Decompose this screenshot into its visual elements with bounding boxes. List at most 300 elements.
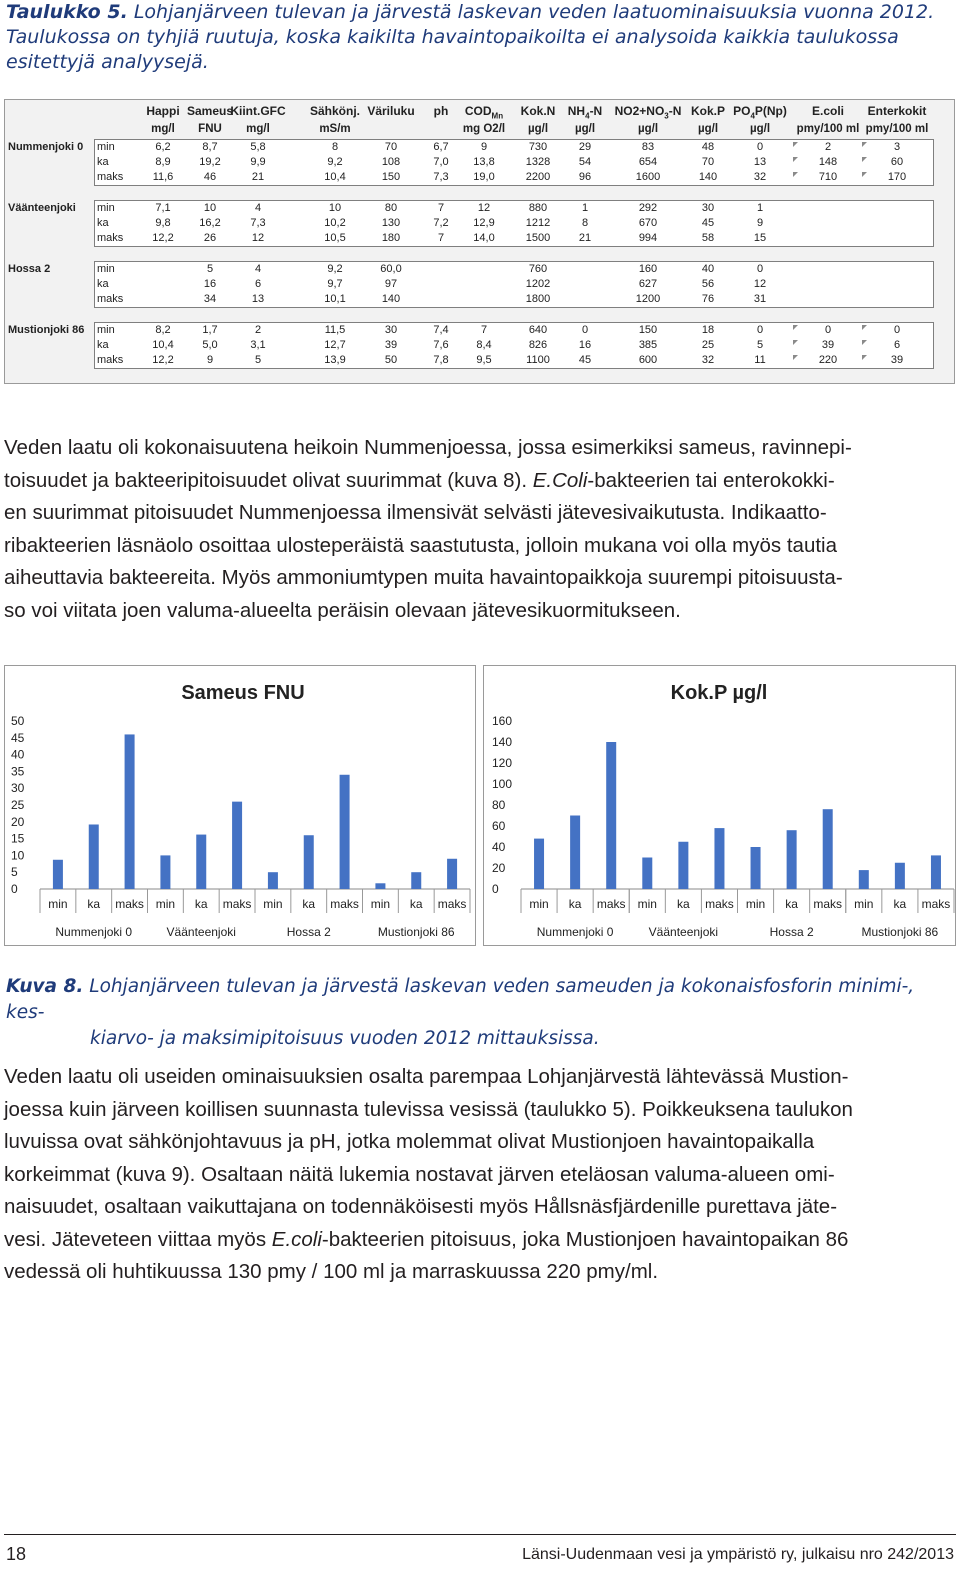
table-cell: 1,7 bbox=[202, 324, 218, 336]
table-cell: 640 bbox=[528, 324, 548, 336]
table-cell: 10,4 bbox=[324, 171, 346, 183]
table-cell: 4 bbox=[254, 202, 262, 214]
table-cell: 96 bbox=[578, 171, 592, 183]
bar bbox=[570, 816, 580, 890]
table-cell: 654 bbox=[638, 156, 658, 168]
table-cell: 5 bbox=[254, 354, 262, 366]
table-cell: 9 bbox=[480, 141, 488, 153]
table-cell: 16 bbox=[203, 278, 217, 290]
cell-flag-marker bbox=[862, 157, 867, 162]
page-number: 18 bbox=[6, 1544, 27, 1564]
category-label: ka bbox=[785, 897, 798, 911]
cell-flag-marker bbox=[793, 157, 798, 162]
row-label: min bbox=[97, 202, 115, 214]
table-cell: 11 bbox=[754, 354, 766, 366]
table-cell: 7,6 bbox=[433, 339, 449, 351]
table-cell: 8,7 bbox=[202, 141, 218, 153]
cell-flag-marker bbox=[793, 340, 798, 345]
table-cell: 15 bbox=[753, 232, 767, 244]
y-tick-label: 60 bbox=[492, 819, 506, 833]
row-label: ka bbox=[97, 278, 109, 290]
category-label: min bbox=[529, 897, 549, 911]
bar bbox=[375, 883, 385, 889]
column-header: $PO_4P(Np)$ bbox=[733, 104, 787, 121]
table-cell: 7,4 bbox=[433, 324, 449, 336]
table-cell: 140 bbox=[698, 171, 718, 183]
category-label: min bbox=[637, 897, 657, 911]
table-cell: 9,7 bbox=[327, 278, 343, 290]
station-label: Väänteenjoki bbox=[8, 202, 76, 214]
table-cell: 32 bbox=[753, 171, 767, 183]
category-label: ka bbox=[893, 897, 907, 911]
table-cell: 32 bbox=[701, 354, 715, 366]
paragraph-1-line: ribakteerien läsnäolo osoittaa ulosteperäistä saastutusta, jolloin mukana voi olla myös tautia bbox=[4, 533, 838, 557]
y-tick-label: 50 bbox=[11, 714, 25, 728]
station-label: Nummenjoki 0 bbox=[8, 141, 84, 153]
figure-caption bbox=[6, 974, 946, 1052]
category-label: maks bbox=[437, 897, 467, 911]
row-label: maks bbox=[97, 171, 124, 183]
table-cell: 826 bbox=[528, 339, 548, 351]
table-caption-text: Lohjanjärveen tulevan ja järvestä laskevan veden laatuominaisuuksia vuonna 2012. Taulukossa on tyhjiä ruutuja, koska kaikilta havaintopaikoilta ei analysoida kaikkia taulukossa esitettyjä analyysejä. bbox=[6, 1, 935, 73]
row-label: min bbox=[97, 263, 115, 275]
figure-caption-line: kiarvo- ja maksimipitoisuus vuoden 2012 mittauksissa. bbox=[90, 1028, 600, 1049]
table-cell: 97 bbox=[384, 278, 398, 290]
table-cell: 16 bbox=[578, 339, 592, 351]
table-cell: 13 bbox=[251, 293, 265, 305]
category-label: maks bbox=[222, 897, 252, 911]
chart-title: Kok.P µg/l bbox=[670, 682, 768, 704]
table-cell: 60 bbox=[890, 156, 904, 168]
bar bbox=[859, 870, 869, 889]
bar bbox=[787, 830, 797, 889]
table-cell: 292 bbox=[638, 202, 658, 214]
table-cell: 2200 bbox=[525, 171, 551, 183]
column-header: $COD_{Mn}$ bbox=[464, 104, 504, 121]
category-label: ka bbox=[568, 897, 582, 911]
table-cell: 80 bbox=[384, 202, 398, 214]
table-cell: 0 bbox=[581, 324, 589, 336]
y-tick-label: 100 bbox=[492, 777, 513, 791]
table-cell: 5 bbox=[756, 339, 764, 351]
table-cell: 1202 bbox=[525, 278, 551, 290]
row-label: ka bbox=[97, 339, 109, 351]
table-cell: 1328 bbox=[525, 156, 551, 168]
table-cell: 6 bbox=[254, 278, 262, 290]
group-label: Mustionjoki 86 bbox=[377, 925, 455, 939]
cell-flag-marker bbox=[862, 325, 867, 330]
table-cell: 34 bbox=[203, 293, 217, 305]
bar bbox=[411, 872, 421, 889]
category-label: ka bbox=[194, 897, 208, 911]
table-cell: 9 bbox=[206, 354, 214, 366]
table-cell: 7,0 bbox=[433, 156, 449, 168]
table-cell: 12,9 bbox=[473, 217, 495, 229]
table-cell: 9 bbox=[756, 217, 764, 229]
bar bbox=[268, 872, 278, 889]
station-label: Hossa 2 bbox=[8, 263, 51, 275]
table-cell: 56 bbox=[701, 278, 715, 290]
table-cell: 39 bbox=[384, 339, 398, 351]
column-unit: mg O2/l bbox=[462, 123, 506, 135]
bar bbox=[447, 859, 457, 889]
y-tick-label: 25 bbox=[11, 798, 25, 812]
table-cell: 9,2 bbox=[327, 156, 343, 168]
column-unit: µg/l bbox=[637, 123, 659, 135]
category-label: maks bbox=[115, 897, 144, 911]
chart-sameus bbox=[4, 665, 476, 946]
y-tick-label: 5 bbox=[11, 865, 18, 880]
table-cell: 25 bbox=[701, 339, 715, 351]
category-label: min bbox=[155, 897, 176, 911]
table-cell: 150 bbox=[381, 171, 401, 183]
category-label: ka bbox=[677, 897, 690, 911]
table-cell: 1100 bbox=[526, 354, 550, 366]
table-cell: 6,2 bbox=[155, 141, 171, 153]
group-label: Nummenjoki 0 bbox=[55, 925, 133, 939]
bar bbox=[196, 835, 206, 889]
group-label: Hossa 2 bbox=[769, 925, 814, 939]
bar bbox=[125, 734, 135, 889]
column-header: $NO2+NO_3-N$ bbox=[614, 104, 682, 121]
group-label: Nummenjoki 0 bbox=[536, 925, 614, 939]
chart-svg bbox=[5, 666, 477, 947]
column-unit: mg/l bbox=[246, 123, 270, 135]
table-cell: 10 bbox=[328, 202, 342, 214]
category-label: min bbox=[263, 897, 283, 911]
group-label: Mustionjoki 86 bbox=[861, 925, 939, 939]
table-cell: 670 bbox=[638, 217, 658, 229]
category-label: ka bbox=[409, 897, 423, 911]
table-cell: 150 bbox=[638, 324, 658, 336]
category-label: maks bbox=[705, 897, 734, 911]
table-cell: 10,1 bbox=[324, 293, 346, 305]
category-label: min bbox=[745, 897, 766, 911]
y-tick-label: 20 bbox=[492, 861, 506, 875]
paragraph-1-line: so voi viitata joen valuma-alueelta peräisin olevaan jätevesikuormitukseen. bbox=[4, 598, 681, 622]
table-cell: 54 bbox=[578, 156, 592, 168]
column-header: Sameus bbox=[186, 104, 234, 118]
table-cell: 11,5 bbox=[324, 324, 346, 336]
column-header: Sähkönj. bbox=[309, 104, 360, 118]
cell-flag-marker bbox=[793, 142, 798, 147]
table-cell: 140 bbox=[381, 293, 401, 305]
table-cell: 4 bbox=[254, 263, 262, 275]
bar bbox=[340, 775, 350, 889]
table-cell: 10,5 bbox=[324, 232, 346, 244]
paragraph-2-line: luvuissa ovat sähkönjohtavuus ja pH, jotka molemmat olivat Mustionjoen havaintopaikalla bbox=[4, 1130, 815, 1153]
table-cell: 7 bbox=[437, 202, 445, 214]
table-cell: 10,2 bbox=[324, 217, 346, 229]
column-unit: µg/l bbox=[697, 123, 719, 135]
table-cell: 9,5 bbox=[476, 354, 492, 366]
cell-flag-marker bbox=[793, 355, 798, 360]
table-cell: 1800 bbox=[525, 293, 551, 305]
paragraph-1-line: Veden laatu oli kokonaisuutena heikoin Nummenjoessa, jossa esimerkiksi sameus, ravinnepi- bbox=[4, 436, 852, 459]
table-cell: 12,2 bbox=[152, 354, 174, 366]
table-cell: 1500 bbox=[525, 232, 551, 244]
table-cell: 50 bbox=[384, 354, 398, 366]
table-cell: 5 bbox=[206, 263, 214, 275]
y-tick-label: 45 bbox=[11, 730, 25, 745]
table-cell: 1600 bbox=[635, 171, 661, 183]
table-cell: 160 bbox=[638, 263, 658, 275]
table-cell: 12 bbox=[251, 232, 265, 244]
table-cell: 8,4 bbox=[476, 339, 492, 351]
y-tick-label: 40 bbox=[11, 747, 25, 762]
table-cell: 10,4 bbox=[152, 339, 174, 351]
table-cell: 7 bbox=[437, 232, 445, 244]
table-cell: 16,2 bbox=[199, 217, 221, 229]
table-cell: 70 bbox=[384, 141, 398, 153]
table-cell: 12 bbox=[477, 202, 491, 214]
category-label: ka bbox=[87, 897, 101, 911]
category-label: min bbox=[370, 897, 391, 911]
text-run: -bakteerien tai enterokokki- bbox=[587, 468, 835, 492]
bar bbox=[534, 839, 544, 889]
row-label: maks bbox=[97, 232, 124, 244]
column-header: E.coli bbox=[811, 104, 844, 118]
y-tick-label: 160 bbox=[492, 714, 513, 728]
table-cell: 1200 bbox=[635, 293, 661, 305]
bar bbox=[232, 802, 242, 889]
paragraph-1-line: aiheuttavia bakteereita. Myös ammoniumtypen muita havaintopaikkoja suurempi pitoisuusta- bbox=[4, 566, 843, 589]
row-label: ka bbox=[97, 156, 109, 168]
paragraph-2-line: naisuudet, osaltaan vaikuttajana on todennäköisesti myös Hållsnäsfjärdenille purettava jäte- bbox=[4, 1195, 838, 1218]
table-cell: 0 bbox=[893, 324, 901, 336]
table-cell: 30 bbox=[701, 202, 715, 214]
column-unit: pmy/100 ml bbox=[796, 123, 860, 135]
bar bbox=[678, 842, 688, 889]
row-label: min bbox=[97, 324, 115, 336]
y-tick-label: 15 bbox=[11, 831, 25, 846]
bar bbox=[304, 835, 314, 889]
table-cell: 8 bbox=[331, 141, 339, 153]
table-cell: 148 bbox=[818, 156, 838, 168]
bar bbox=[931, 855, 941, 889]
table-caption-label: Taulukko 5. bbox=[6, 1, 128, 23]
chart-kok-p bbox=[483, 665, 956, 946]
y-tick-label: 120 bbox=[492, 756, 513, 770]
italic-term: E.Coli bbox=[532, 468, 588, 492]
table-cell: 5,0 bbox=[202, 339, 218, 351]
column-unit: µg/l bbox=[527, 123, 549, 135]
group-label: Hossa 2 bbox=[286, 925, 331, 939]
table-cell: 7,1 bbox=[155, 202, 171, 214]
table-cell: 13,8 bbox=[473, 156, 495, 168]
table-cell: 60,0 bbox=[380, 263, 402, 275]
table-cell: 760 bbox=[528, 263, 548, 275]
paragraph-2-line: vedessä oli huhtikuussa 130 pmy / 100 ml ja marraskuussa 220 pmy/ml. bbox=[4, 1260, 659, 1283]
column-unit: FNU bbox=[198, 123, 222, 135]
table-cell: 108 bbox=[381, 156, 401, 168]
table-cell: 9,2 bbox=[327, 263, 343, 275]
category-label: maks bbox=[596, 897, 626, 911]
chart-svg bbox=[484, 666, 957, 947]
table-cell: 58 bbox=[701, 232, 715, 244]
y-tick-label: 80 bbox=[492, 798, 506, 812]
table-cell: 9,8 bbox=[155, 217, 171, 229]
table-cell: 13 bbox=[753, 156, 767, 168]
table-cell: 730 bbox=[528, 141, 548, 153]
table-cell: 170 bbox=[887, 171, 907, 183]
cell-flag-marker bbox=[862, 340, 867, 345]
bar bbox=[53, 860, 63, 889]
group-label: Väänteenjoki bbox=[648, 925, 719, 939]
table-cell: 627 bbox=[638, 278, 658, 290]
column-unit: pmy/100 ml bbox=[865, 123, 929, 135]
table-cell: 180 bbox=[381, 232, 401, 244]
column-header: Happi bbox=[146, 104, 180, 118]
bar bbox=[642, 858, 652, 890]
paragraph-1 bbox=[4, 432, 956, 627]
table-cell: 880 bbox=[528, 202, 548, 214]
y-tick-label: 20 bbox=[11, 814, 25, 829]
bar bbox=[160, 855, 170, 889]
y-tick-label: 10 bbox=[11, 848, 25, 863]
text-run: -bakteerien pitoisuus, joka Mustionjoen havaintopaikan 86 bbox=[321, 1227, 849, 1251]
table-cell: 6,7 bbox=[433, 141, 449, 153]
column-header: Kok.N bbox=[520, 104, 556, 118]
category-label: min bbox=[48, 897, 68, 911]
table-cell: 48 bbox=[701, 141, 715, 153]
bar bbox=[606, 742, 616, 889]
category-label: min bbox=[854, 897, 874, 911]
cell-flag-marker bbox=[862, 355, 867, 360]
figure-caption-line: Lohjanjärveen tulevan ja järvestä laskevan veden sameuden ja kokonaisfosforin minimi-, kes- bbox=[6, 976, 915, 1023]
table-cell: 1 bbox=[581, 202, 589, 214]
table-cell: 6 bbox=[893, 339, 901, 351]
y-tick-label: 30 bbox=[11, 781, 25, 796]
category-label: maks bbox=[813, 897, 843, 911]
table-caption bbox=[6, 0, 956, 75]
y-tick-label: 0 bbox=[492, 882, 499, 896]
table-cell: 7,3 bbox=[250, 217, 266, 229]
bar bbox=[751, 847, 761, 889]
bar bbox=[895, 863, 905, 889]
station-label: Mustionjoki 86 bbox=[8, 324, 85, 336]
table-cell: 18 bbox=[701, 324, 715, 336]
figure-caption-label: Kuva 8. bbox=[6, 976, 84, 997]
table-cell: 70 bbox=[701, 156, 715, 168]
text-run: toisuudet ja bakteeripitoisuudet olivat suurimmat (kuva 8). bbox=[4, 468, 533, 492]
table-cell: 39 bbox=[890, 354, 904, 366]
paragraph-1-line bbox=[4, 465, 956, 498]
column-header: Kiint.GFC bbox=[230, 104, 286, 118]
table-cell: 12,2 bbox=[152, 232, 174, 244]
column-header: Enterkokit bbox=[867, 104, 927, 118]
table-cell: 40 bbox=[701, 263, 715, 275]
table-cell: 31 bbox=[753, 293, 767, 305]
footer-rule bbox=[4, 1534, 956, 1535]
table-cell: 8,9 bbox=[155, 156, 171, 168]
table-cell: 45 bbox=[701, 217, 715, 229]
table-cell: 29 bbox=[578, 141, 592, 153]
table-cell: 3 bbox=[893, 141, 901, 153]
table-cell: 13,9 bbox=[324, 354, 346, 366]
group-label: Väänteenjoki bbox=[166, 925, 236, 939]
row-label: maks bbox=[97, 293, 124, 305]
y-tick-label: 35 bbox=[11, 764, 25, 779]
text-run: vesi. Jäteveteen viittaa myös bbox=[4, 1227, 272, 1251]
table-cell: 26 bbox=[203, 232, 217, 244]
column-header: Väriluku bbox=[367, 104, 415, 118]
table-cell: 5,8 bbox=[250, 141, 266, 153]
column-unit: mS/m bbox=[319, 123, 351, 135]
water-quality-table bbox=[4, 99, 955, 384]
table-cell: 76 bbox=[701, 293, 715, 305]
table-cell: 3,1 bbox=[250, 339, 266, 351]
cell-flag-marker bbox=[793, 325, 798, 330]
table-cell: 0 bbox=[756, 263, 764, 275]
cell-flag-marker bbox=[862, 142, 867, 147]
table-cell: 994 bbox=[638, 232, 658, 244]
table-cell: 600 bbox=[638, 354, 658, 366]
paragraph-2-line: Veden laatu oli useiden ominaisuuksien osalta parempaa Lohjanjärvestä lähtevässä Mustion- bbox=[4, 1065, 849, 1088]
table-cell: 2 bbox=[254, 324, 262, 336]
cell-flag-marker bbox=[793, 172, 798, 177]
table-cell: 220 bbox=[818, 354, 838, 366]
italic-term: E.coli bbox=[271, 1227, 322, 1251]
table-cell: 46 bbox=[203, 171, 217, 183]
y-tick-label: 0 bbox=[11, 882, 18, 896]
paragraph-2-line: joessa kuin järveen koillisen suunnasta tulevissa vesissä (taulukko 5). Poikkeuksena taulukon bbox=[4, 1097, 853, 1121]
column-unit: µg/l bbox=[749, 123, 771, 135]
table-cell: 10 bbox=[203, 202, 217, 214]
y-tick-label: 40 bbox=[492, 840, 506, 854]
table-cell: 11,6 bbox=[152, 171, 174, 183]
table-cell: 19,2 bbox=[199, 156, 221, 168]
table-cell: 12,7 bbox=[324, 339, 346, 351]
table-cell: 19,0 bbox=[473, 171, 495, 183]
row-label: min bbox=[97, 141, 115, 153]
column-unit: mg/l bbox=[151, 123, 175, 135]
table-cell: 385 bbox=[638, 339, 658, 351]
table-cell: 710 bbox=[818, 171, 838, 183]
publication-source: Länsi-Uudenmaan vesi ja ympäristö ry, julkaisu nro 242/2013 bbox=[522, 1546, 954, 1563]
column-unit: µg/l bbox=[574, 123, 596, 135]
table-cell: 12 bbox=[753, 278, 767, 290]
table-cell: 7,3 bbox=[433, 171, 449, 183]
table-cell: 9,9 bbox=[250, 156, 266, 168]
cell-flag-marker bbox=[862, 172, 867, 177]
paragraph-2 bbox=[4, 1061, 956, 1289]
category-label: maks bbox=[921, 897, 951, 911]
table-cell: 8 bbox=[581, 217, 589, 229]
table-cell: 7,8 bbox=[433, 354, 449, 366]
table-cell: 21 bbox=[578, 232, 592, 244]
row-label: maks bbox=[97, 354, 124, 366]
table-cell: 1212 bbox=[525, 217, 551, 229]
bar bbox=[823, 809, 833, 889]
paragraph-2-line bbox=[4, 1224, 956, 1257]
table-cell: 21 bbox=[251, 171, 265, 183]
table-cell: 45 bbox=[578, 354, 592, 366]
table-cell: 30 bbox=[384, 324, 398, 336]
row-label: ka bbox=[97, 217, 109, 229]
table-cell: 8,2 bbox=[155, 324, 171, 336]
table-cell: 39 bbox=[821, 339, 835, 351]
table-cell: 83 bbox=[641, 141, 655, 153]
table-cell: 7 bbox=[480, 324, 488, 336]
table-cell: 7,2 bbox=[433, 217, 449, 229]
y-tick-label: 140 bbox=[492, 735, 513, 749]
bar bbox=[714, 828, 724, 889]
category-label: ka bbox=[302, 897, 316, 911]
column-header: ph bbox=[433, 104, 449, 118]
table-cell: 130 bbox=[381, 217, 401, 229]
category-label: maks bbox=[330, 897, 359, 911]
